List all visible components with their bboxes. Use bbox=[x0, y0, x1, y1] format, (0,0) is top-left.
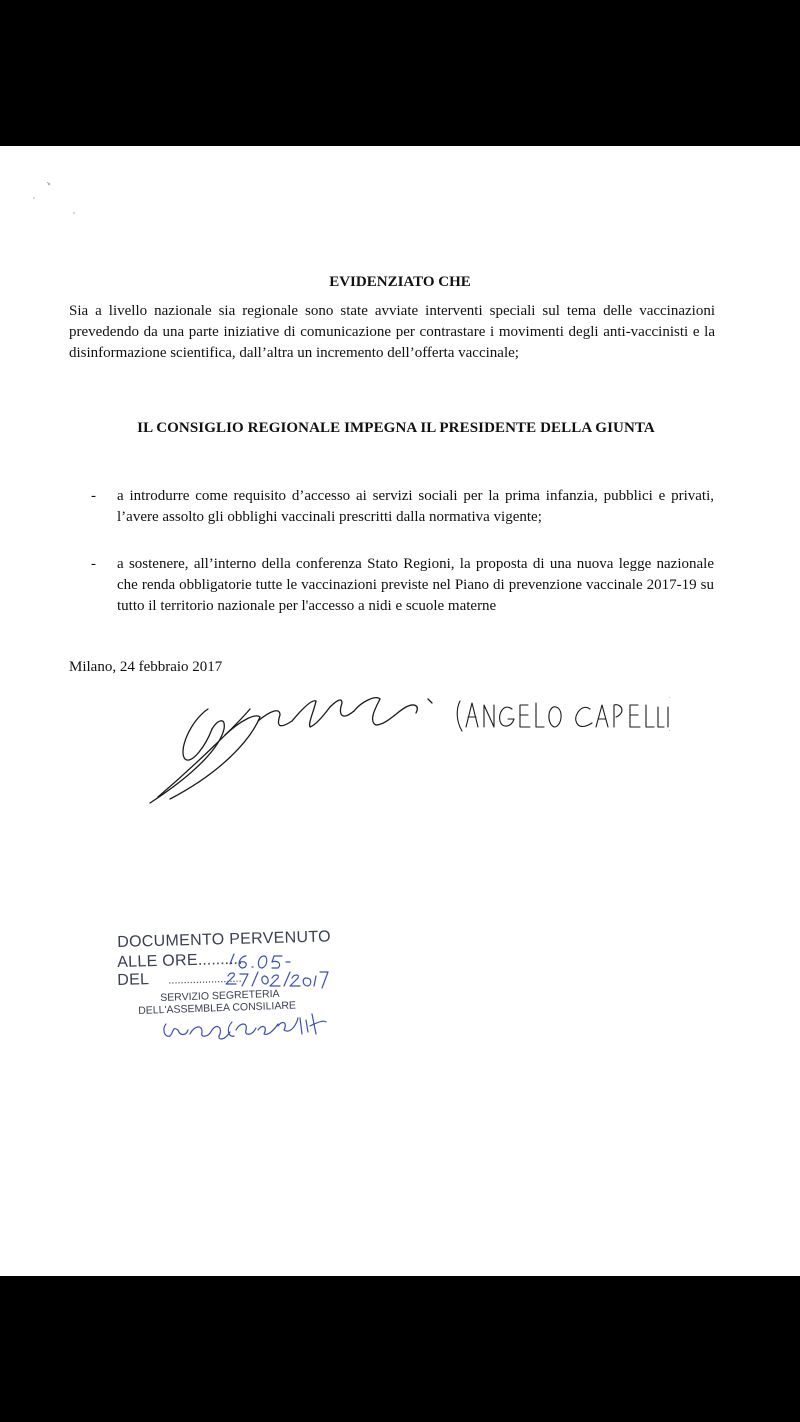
section-heading-impegna: IL CONSIGLIO REGIONALE IMPEGNA IL PRESIDENTE DELLA GIUNTA bbox=[137, 420, 655, 436]
stamp-assembly: DELL'ASSEMBLEA CONSILIARE bbox=[138, 999, 297, 1017]
paper-specks bbox=[28, 176, 88, 226]
stamp-handwriting bbox=[112, 926, 352, 1056]
list-item-text: a sostenere, all’interno della conferenza Stato Regioni, la proposta di una nuova legge nazionale che renda obbligatorie tutte le vaccinazioni previste nel Piano di prevenzione vaccinale 2017-19 su tutto il territorio nazionale per l'accesso a nidi e scuole materne bbox=[117, 556, 714, 614]
place-date: Milano, 24 febbraio 2017 bbox=[69, 659, 223, 675]
list-item-text: a introdurre come requisito d’accesso ai servizi sociali per la prima infanzia, pubblici e privati, l’avere assolto gli obblighi vaccinali prescritti dalla normativa vigente; bbox=[117, 488, 714, 525]
bullet-dash: - bbox=[91, 556, 96, 572]
stamp-date-label: DEL bbox=[117, 971, 150, 989]
bullet-dash: - bbox=[91, 488, 96, 504]
received-stamp bbox=[112, 926, 352, 1056]
handwritten-signature bbox=[130, 681, 670, 806]
stamp-date-dots: ........................ bbox=[168, 972, 242, 987]
section-heading-evidenziato: EVIDENZIATO CHE bbox=[329, 274, 471, 290]
stamp-office: SERVIZIO SEGRETERIA bbox=[160, 987, 280, 1004]
document-page bbox=[0, 146, 800, 1276]
intro-paragraph: Sia a livello nazionale sia regionale sono state avviate interventi speciali sul tema delle vaccinazioni prevedendo da una parte iniziative di comunicazione per contrastare i movimenti degli anti-vaccinisti e la disinformazione scientifica, dall’altra un incremento dell’offerta vaccinale; bbox=[69, 303, 715, 361]
stamp-title: DOCUMENTO PERVENUTO bbox=[117, 928, 332, 951]
stamp-time-label: ALLE ORE bbox=[117, 951, 199, 971]
stamp-time-dots: .......... bbox=[197, 950, 243, 969]
